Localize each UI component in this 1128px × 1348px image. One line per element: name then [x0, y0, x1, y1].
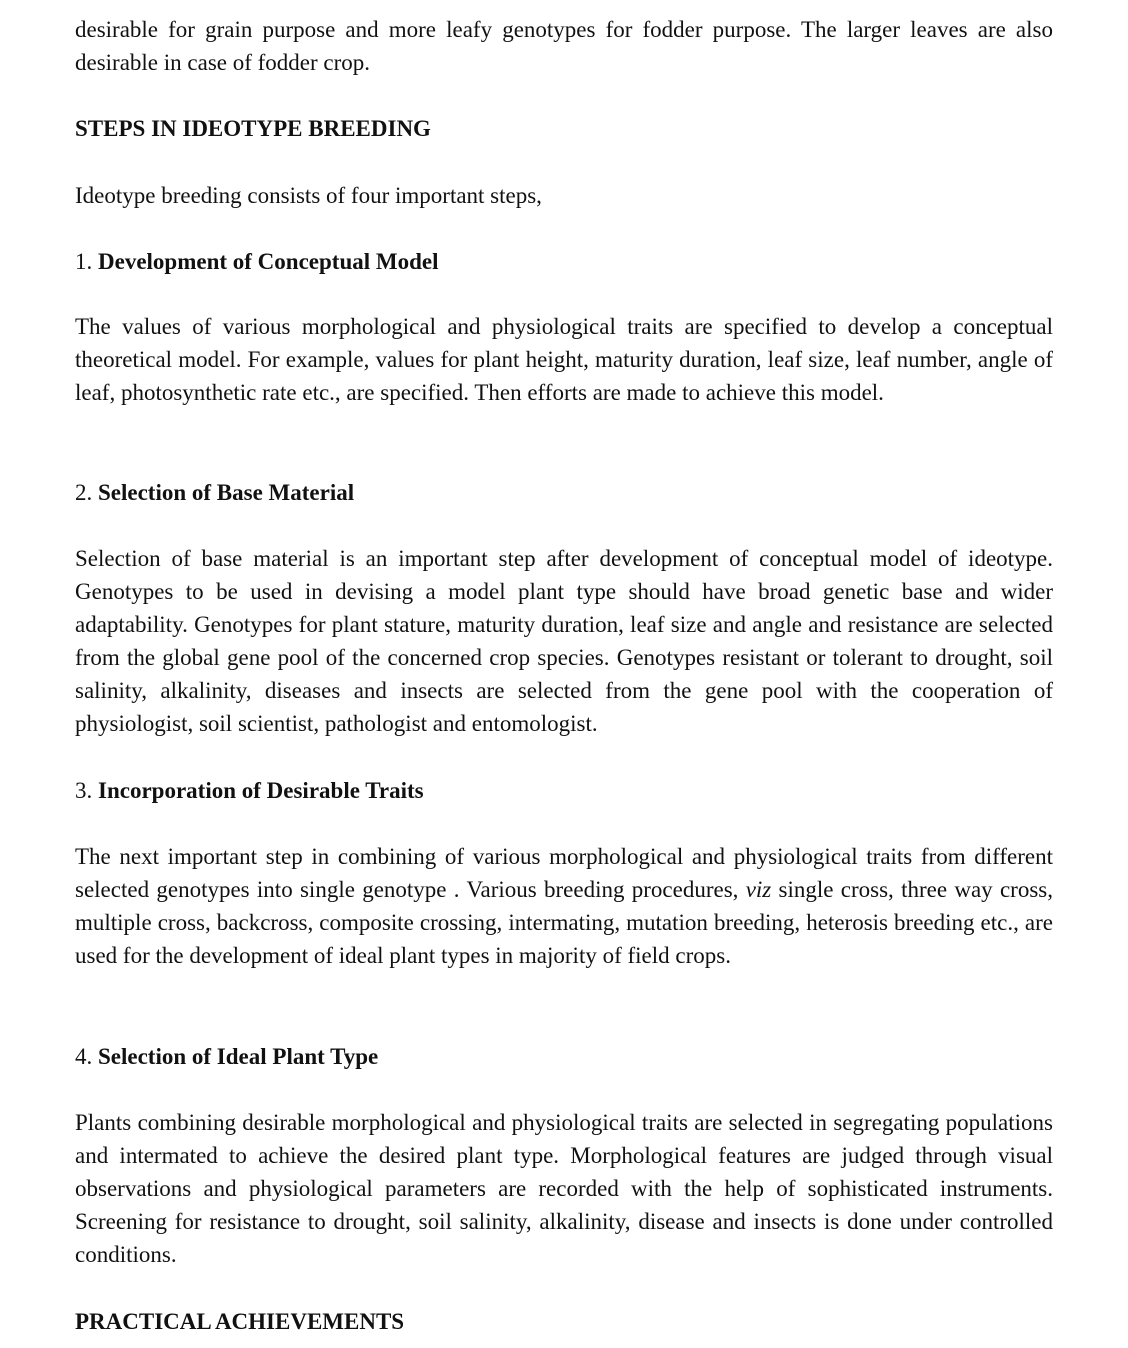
step-1-paragraph: The values of various morphological and physiological traits are specified to develop a conceptual theoretical model. For example, values for plant height, maturity duration, leaf size, leaf number, angle of leaf, photosynthetic rate etc., are specified. Then efforts are made to achieve this model. [75, 314, 1053, 405]
step-3-number: 3. [75, 778, 93, 803]
step-3-heading [75, 774, 1053, 807]
steps-section-heading: STEPS IN IDEOTYPE BREEDING [75, 116, 431, 141]
step-3-text-part-1: The next important step in combining of various morphological and physiological traits from different selected genotypes into single genotype . Various breeding procedures, [75, 844, 1053, 902]
step-1-heading [75, 245, 1053, 278]
step-4-number: 4. [75, 1044, 93, 1069]
step-2-title: Selection of Base Material [98, 480, 355, 505]
step-4-paragraph: Plants combining desirable morphological and physiological traits are selected in segregating populations and intermated to achieve the desired plant type. Morphological features are judged through visual observations and physiological parameters are recorded with the help of sophisticated instruments. Screening for resistance to drought, soil salinity, alkalinity, disease and insects is done under controlled conditions. [75, 1110, 1053, 1267]
step-4-heading [75, 1040, 1053, 1073]
step-3-title: Incorporation of Desirable Traits [98, 778, 424, 803]
intro-paragraph: desirable for grain purpose and more leafy genotypes for fodder purpose. The larger leaves are also desirable in case of fodder crop. [75, 17, 1053, 75]
steps-lead-text: Ideotype breeding consists of four important steps, [75, 183, 542, 208]
step-3-text-part-2: single cross, three way cross, multiple cross, backcross, composite crossing, intermating, mutation breeding, heterosis breeding etc., are used for the development of ideal plant types in majority of field crops. [75, 877, 1053, 968]
step-2-number: 2. [75, 480, 93, 505]
step-1-number: 1. [75, 249, 93, 274]
achievements-section-heading: PRACTICAL ACHIEVEMENTS [75, 1309, 405, 1334]
step-3-paragraph [75, 840, 1053, 972]
step-4-title: Selection of Ideal Plant Type [98, 1044, 379, 1069]
step-2-heading [75, 476, 1053, 509]
step-3-viz-term: viz [745, 877, 772, 902]
step-1-title: Development of Conceptual Model [98, 249, 439, 274]
step-2-paragraph: Selection of base material is an important step after development of conceptual model of ideotype. Genotypes to be used in devising a model plant type should have broad genetic base and wider adaptability. Genotypes for plant stature, maturity duration, leaf size and angle and resistance are selected from the global gene pool of the concerned crop species. Genotypes resistant or tolerant to drought, soil salinity, alkalinity, diseases and insects are selected from the gene pool with the cooperation of physiologist, soil scientist, pathologist and entomologist. [75, 546, 1053, 736]
